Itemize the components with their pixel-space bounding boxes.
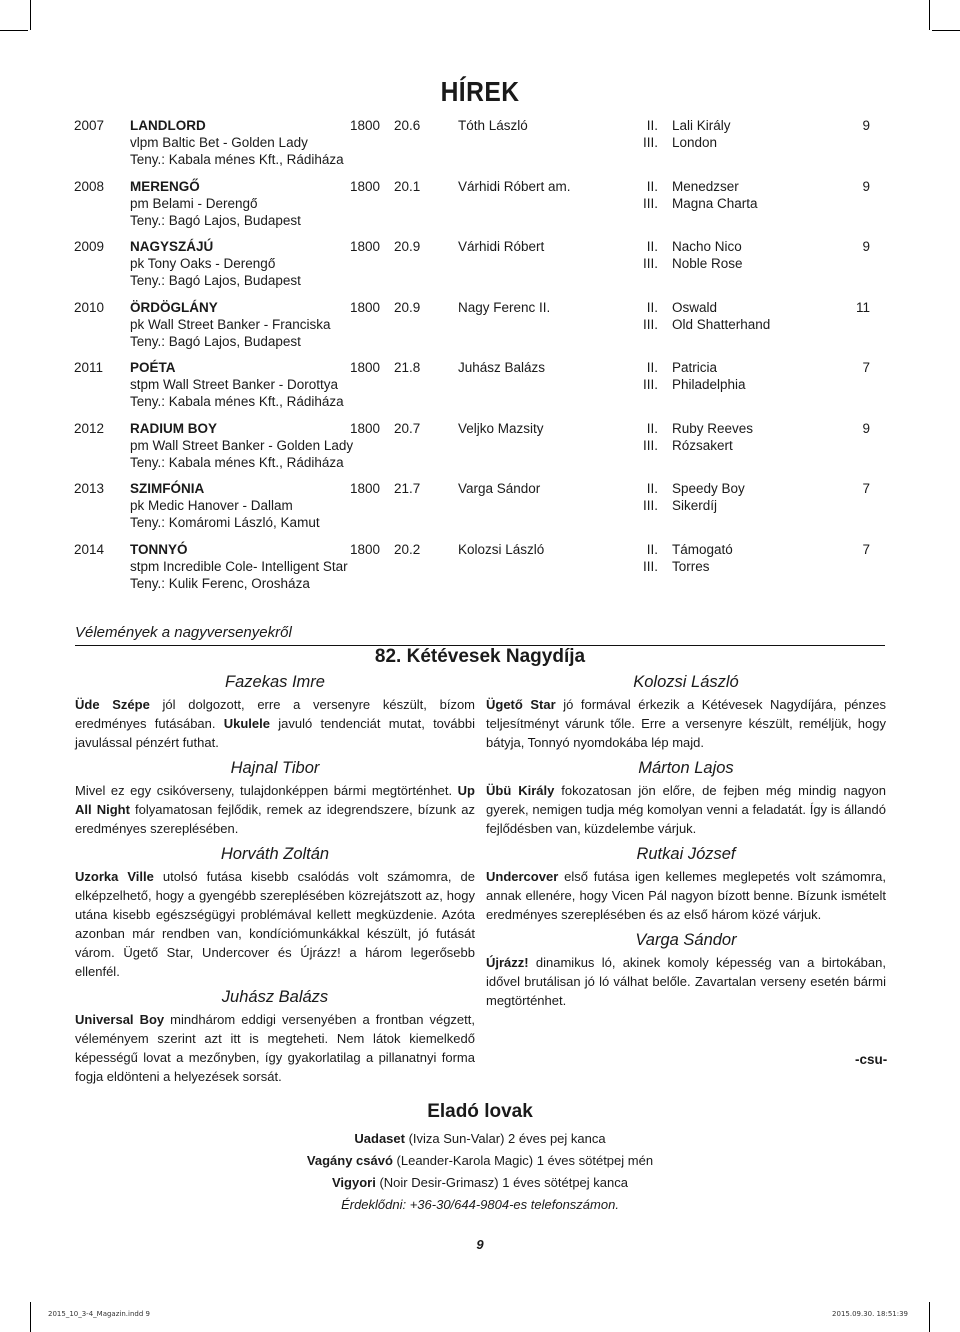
race-third-place: III. (642, 195, 658, 211)
horse-name: Üde Szépe (75, 697, 150, 712)
race-third-place: III. (642, 256, 658, 271)
race-pedigree: pk Tony Oaks - Derengő (130, 256, 276, 271)
race-row (74, 541, 884, 602)
race-pedigree: pm Wall Street Banker - Golden Lady (130, 437, 354, 453)
horse-name: Übü Király (486, 783, 555, 798)
opinion-text (486, 953, 886, 1010)
race-row (74, 359, 884, 420)
sale-horse-name: Vagány csávó (306, 1153, 393, 1168)
race-second: Ruby Reeves (672, 420, 754, 436)
opinion-author: Fazekas Imre (225, 673, 325, 691)
horse-name: Uzorka Ville (75, 869, 154, 884)
race-pedigree: pk Medic Hanover - Dallam (130, 498, 293, 513)
race-field-size: 7 (862, 481, 870, 496)
race-third: Rózsakert (672, 437, 733, 453)
race-third: Sikerdíj (672, 498, 718, 513)
opinion-author: Varga Sándor (635, 931, 737, 949)
opinion-text (75, 867, 475, 981)
race-second-place: II. (646, 481, 658, 496)
page-number: 9 (476, 1237, 484, 1252)
race-field-size: 9 (862, 239, 870, 254)
race-time: 20.6 (394, 118, 421, 133)
race-owner: Teny.: Bagó Lajos, Budapest (130, 212, 301, 228)
sale-contact: Érdeklődni: +36-30/644-9804-es telefonszámon. (341, 1197, 619, 1212)
race-winner: NAGYSZÁJÚ (130, 239, 214, 254)
race-second-place: II. (646, 360, 658, 375)
race-field-size: 9 (862, 118, 870, 133)
race-jockey: Varga Sándor (458, 481, 541, 496)
race-year: 2008 (74, 178, 105, 194)
sale-horse-name: Vigyori (332, 1175, 376, 1190)
horse-name: Up All Night (75, 783, 475, 817)
race-time: 20.2 (394, 541, 421, 557)
crop-mark-top-left-h (0, 30, 28, 31)
race-third-place: III. (642, 558, 658, 574)
race-jockey: Kolozsi László (458, 541, 545, 557)
race-year: 2007 (74, 118, 105, 133)
race-winner: ÖRDÖGLÁNY (130, 299, 218, 315)
signature: -csu- (855, 1052, 888, 1067)
print-footer (0, 1310, 960, 1320)
race-row (74, 480, 884, 541)
race-time: 21.8 (394, 360, 421, 375)
sale-item (0, 1172, 960, 1194)
race-third-place: III. (642, 498, 658, 513)
race-time: 20.1 (394, 178, 421, 194)
race-third-place: III. (642, 437, 658, 453)
race-owner: Teny.: Kulik Ferenc, Orosháza (130, 575, 310, 591)
race-winner: TONNYÓ (130, 541, 188, 557)
race-field-size: 7 (862, 541, 870, 557)
race-field-size: 9 (862, 178, 870, 194)
race-distance: 1800 (350, 239, 381, 254)
race-second: Speedy Boy (672, 481, 745, 496)
text-run: dinamikus ló, akinek komoly képesség van a birtokában, idővel brutálisan jó ló válhat belőle. Zavartalan verseny esetén bármi megtörténhet. (486, 955, 886, 1008)
race-jockey: Tóth László (458, 118, 528, 133)
opinion-author: Kolozsi László (633, 673, 739, 691)
race-year: 2010 (74, 299, 105, 315)
text-run: első futása igen kellemes meglepetés volt számomra, annak ellenére, hogy Vicen Pál nagyon bízott benne. Bízunk ismételt eredményes szereplésében és az első három közé várjuk. (486, 869, 886, 922)
race-second-place: II. (646, 239, 658, 254)
horses-for-sale (0, 1100, 960, 1216)
race-third: London (672, 135, 718, 150)
race-owner: Teny.: Komáromi László, Kamut (130, 515, 320, 530)
text-run: mindhárom eddigi versenyében a frontban végzett, véleményem szerint azt itt is megteheti. Nem látok kiemelkedő képességű lovat a mezőnyben, így gyakorlatilag a pillanatnyi forma fogja eldönteni a helyezések sorsát. (75, 1012, 476, 1084)
race-distance: 1800 (350, 299, 381, 315)
race-winner: POÉTA (130, 360, 176, 375)
race-year: 2009 (74, 239, 105, 254)
sale-title: Eladó lovak (427, 1101, 533, 1122)
footer-file: 2015_10_3-4_Magazin.indd 9 (48, 1310, 150, 1318)
race-pedigree: pm Belami - Derengő (130, 195, 258, 211)
opinion-author: Horváth Zoltán (220, 845, 330, 863)
opinion-text (486, 695, 886, 752)
race-jockey: Várhidi Róbert am. (458, 178, 571, 194)
horse-name: Ukulele (223, 716, 270, 731)
race-second-place: II. (646, 299, 658, 315)
text-run: jól dolgozott, erre a versenyre készült, bízom eredményes futásában. (75, 697, 476, 731)
sale-horse-name: Uadaset (354, 1131, 405, 1146)
opinion-text (486, 867, 886, 924)
race-winner: SZIMFÓNIA (130, 481, 205, 496)
opinion-author: Rutkai József (636, 845, 736, 863)
race-winner: LANDLORD (130, 118, 206, 133)
race-pedigree: stpm Incredible Cole- Intelligent Star (130, 558, 348, 574)
race-jockey: Nagy Ferenc II. (458, 299, 551, 315)
sale-list (0, 1128, 960, 1194)
race-third: Torres (672, 558, 710, 574)
race-time: 20.7 (394, 420, 421, 436)
sale-horse-desc: (Leander-Karola Magic) 1 éves sötétpej mén (392, 1153, 654, 1168)
text-run: jó formával érkezik a Kétévesek Nagydíjára, pénzes teljesítményt várunk tőle. Erre a versenyre készült, reméljük, hogy bátyja, Tonnyó nyomdokába lép majd. (486, 697, 886, 750)
race-pedigree: vlpm Baltic Bet - Golden Lady (130, 135, 308, 150)
race-row (74, 178, 884, 239)
opinion-block (75, 843, 475, 981)
race-second: Menedzser (672, 178, 739, 194)
text-run: Mivel ez egy csikóverseny, tulajdonképpen bármi megtörténhet. (75, 783, 458, 798)
opinion-author: Juhász Balázs (221, 988, 329, 1006)
opinion-block (75, 671, 475, 752)
race-second-place: II. (646, 541, 658, 557)
race-owner: Teny.: Kabala ménes Kft., Rádiháza (130, 454, 344, 470)
horse-name: Undercover (486, 869, 559, 884)
crop-mark-top-left (30, 0, 31, 30)
race-third-place: III. (642, 316, 658, 332)
race-field-size: 7 (862, 360, 870, 375)
opinion-author: Márton Lajos (638, 759, 734, 777)
race-year: 2013 (74, 481, 105, 496)
opinions-right-column (486, 671, 886, 1015)
race-third-place: III. (642, 135, 658, 150)
opinion-block (486, 843, 886, 924)
race-pedigree: stpm Wall Street Banker - Dorottya (130, 377, 339, 392)
race-time: 21.7 (394, 481, 421, 496)
race-second: Lali Király (672, 118, 731, 133)
horse-name: Universal Boy (75, 1012, 165, 1027)
opinion-block (75, 986, 475, 1086)
race-year: 2012 (74, 420, 105, 436)
race-year: 2011 (74, 360, 104, 375)
race-second: Oswald (672, 299, 718, 315)
race-distance: 1800 (350, 481, 381, 496)
opinion-block (75, 757, 475, 838)
race-owner: Teny.: Bagó Lajos, Budapest (130, 333, 301, 349)
race-second: Patricia (672, 360, 718, 375)
race-field-size: 9 (862, 420, 870, 436)
text-run: utolsó futása kisebb csalódás volt számomra, de elképzelhető, hogy a gyengébb szereplésében közrejátszott az, hogy utána kisebb egészségügyi problémával kellett megküzdenie. Azóta azonban már rendben van, kondíciómunkákkal készült, jó futását várom. Ügető Star, Undercover és Újrázz! a három legerősebb ellenfél. (75, 869, 475, 979)
race-row (74, 420, 884, 481)
race-second-place: II. (646, 420, 658, 436)
footer-timestamp: 2015.09.30. 18:51:39 (832, 1310, 908, 1318)
race-second-place: II. (646, 178, 658, 194)
race-distance: 1800 (350, 541, 381, 557)
results-table (74, 117, 884, 601)
opinions-left-column (75, 671, 475, 1091)
race-row (74, 299, 884, 360)
race-third: Old Shatterhand (672, 316, 771, 332)
race-jockey: Juhász Balázs (458, 360, 546, 375)
sale-item (0, 1150, 960, 1172)
race-owner: Teny.: Bagó Lajos, Budapest (130, 273, 301, 288)
horse-name: Újrázz! (486, 955, 529, 970)
race-time: 20.9 (394, 299, 421, 315)
horse-name: Ügető Star (486, 697, 556, 712)
sale-horse-desc: (Iviza Sun-Valar) 2 éves pej kanca (404, 1131, 606, 1146)
race-distance: 1800 (350, 420, 381, 436)
race-second: Nacho Nico (672, 239, 742, 254)
race-owner: Teny.: Kabala ménes Kft., Rádiháza (130, 394, 344, 409)
race-distance: 1800 (350, 178, 381, 194)
text-run: fokozatosan jön előre, de fejben még mindig nagyon gyerek, nemigen tudja még komolyan venni a feladatát. Így is állandó fejlődésben van, küzdelembe várjuk. (486, 783, 887, 836)
opinion-block (486, 757, 886, 838)
race-second-place: II. (646, 118, 658, 133)
opinions-heading: Vélemények a nagyversenyekről (75, 624, 292, 641)
race-third: Noble Rose (672, 256, 743, 271)
opinion-text (75, 1010, 475, 1086)
opinion-block (486, 929, 886, 1010)
sale-horse-desc: (Noir Desir-Grimasz) 1 éves sötétpej kanca (375, 1175, 628, 1190)
race-winner: MERENGŐ (130, 178, 200, 194)
race-jockey: Várhidi Róbert (458, 239, 545, 254)
text-run: javuló tendenciát mutat, további javulással pénzért futhat. (75, 716, 475, 750)
opinion-text (75, 695, 475, 752)
race-year: 2014 (74, 541, 105, 557)
race-third: Magna Charta (672, 195, 758, 211)
race-field-size: 11 (855, 299, 870, 315)
race-owner: Teny.: Kabala ménes Kft., Rádiháza (130, 152, 344, 167)
opinion-text (486, 781, 886, 838)
race-pedigree: pk Wall Street Banker - Franciska (130, 316, 331, 332)
race-third: Philadelphia (672, 377, 746, 392)
race-winner: RADIUM BOY (130, 420, 217, 436)
sale-item (0, 1128, 960, 1150)
race-time: 20.9 (394, 239, 421, 254)
opinion-block (486, 671, 886, 752)
race-row (74, 117, 884, 178)
section-title: HÍREK (440, 76, 520, 107)
race-second: Támogató (672, 541, 733, 557)
race-jockey: Veljko Mazsity (458, 420, 544, 436)
crop-mark-top-right (929, 0, 930, 30)
race-row (74, 238, 884, 299)
opinion-author: Hajnal Tibor (230, 759, 320, 777)
race-distance: 1800 (350, 118, 381, 133)
text-run: folyamatosan fejlődik, remek az idegrendszere, bízunk az eredményes szereplésében. (75, 802, 475, 836)
crop-mark-top-right-h (932, 30, 960, 31)
opinion-text (75, 781, 475, 838)
race-title: 82. Kétévesek Nagydíja (374, 646, 586, 667)
race-distance: 1800 (350, 360, 381, 375)
race-third-place: III. (642, 377, 658, 392)
